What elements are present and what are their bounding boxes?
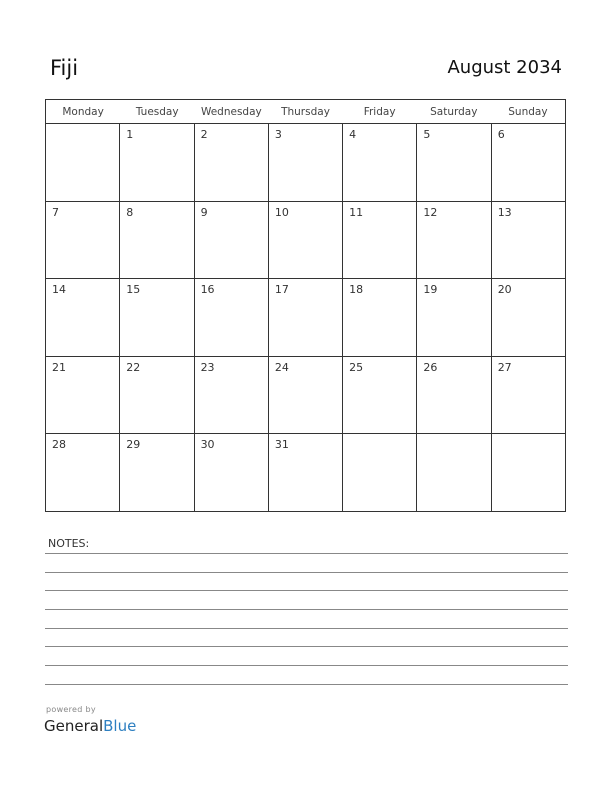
day-cell: 23 <box>195 357 269 434</box>
day-cell: 15 <box>120 279 194 356</box>
day-cell: 12 <box>417 202 491 279</box>
day-cell: 21 <box>46 357 120 434</box>
day-cell: 18 <box>343 279 417 356</box>
day-cell: 22 <box>120 357 194 434</box>
week-row-3 <box>46 279 565 357</box>
note-line <box>45 646 568 647</box>
day-cell: 28 <box>46 434 120 512</box>
week-row-2 <box>46 202 565 280</box>
day-cell: 14 <box>46 279 120 356</box>
day-cell <box>343 434 417 512</box>
week-row-5 <box>46 434 565 512</box>
weekday-header-row <box>46 100 565 124</box>
powered-by-text: powered by <box>46 705 96 714</box>
day-cell: 17 <box>269 279 343 356</box>
day-cell: 5 <box>417 124 491 201</box>
note-line <box>45 609 568 610</box>
week-row-4 <box>46 357 565 435</box>
brand-blue: Blue <box>103 717 137 735</box>
weekday-thursday: Thursday <box>281 105 330 118</box>
day-cell <box>417 434 491 512</box>
generalblue-logo <box>44 717 136 735</box>
day-cell <box>46 124 120 201</box>
weekday-monday: Monday <box>62 105 104 118</box>
day-cell: 2 <box>195 124 269 201</box>
day-cell: 9 <box>195 202 269 279</box>
weekday-tuesday: Tuesday <box>135 105 179 118</box>
day-cell: 30 <box>195 434 269 512</box>
note-line <box>45 665 568 666</box>
note-line <box>45 628 568 629</box>
day-cell: 10 <box>269 202 343 279</box>
day-cell: 8 <box>120 202 194 279</box>
day-cell: 13 <box>497 205 512 219</box>
day-cell: 6 <box>497 128 505 141</box>
day-cell: 25 <box>343 357 417 434</box>
weekday-wednesday: Wednesday <box>200 105 262 118</box>
weekday-friday: Friday <box>363 105 396 118</box>
note-line <box>45 590 568 591</box>
day-cell: 20 <box>497 283 512 297</box>
note-line <box>45 572 568 573</box>
country-title: Fiji <box>50 56 79 80</box>
day-cell: 11 <box>343 202 417 279</box>
day-cell: 31 <box>269 434 343 512</box>
day-cell: 19 <box>417 279 491 356</box>
day-cell: 4 <box>343 124 417 201</box>
day-cell: 29 <box>120 434 194 512</box>
calendar-grid <box>45 99 566 512</box>
note-line <box>45 553 568 554</box>
day-cell: 7 <box>46 202 120 279</box>
month-year-title: August 2034 <box>447 57 562 78</box>
day-cell: 27 <box>497 360 512 374</box>
day-cell: 3 <box>269 124 343 201</box>
note-line <box>45 684 568 685</box>
day-cell: 24 <box>269 357 343 434</box>
brand-general: General <box>44 717 104 735</box>
notes-label: NOTES: <box>48 537 90 550</box>
day-cell: 26 <box>417 357 491 434</box>
day-cell: 1 <box>120 124 194 201</box>
week-row-1 <box>46 124 565 202</box>
day-cell <box>492 434 565 512</box>
weekday-saturday: Saturday <box>430 105 478 118</box>
weekday-sunday: Sunday <box>508 105 548 118</box>
day-cell: 16 <box>195 279 269 356</box>
